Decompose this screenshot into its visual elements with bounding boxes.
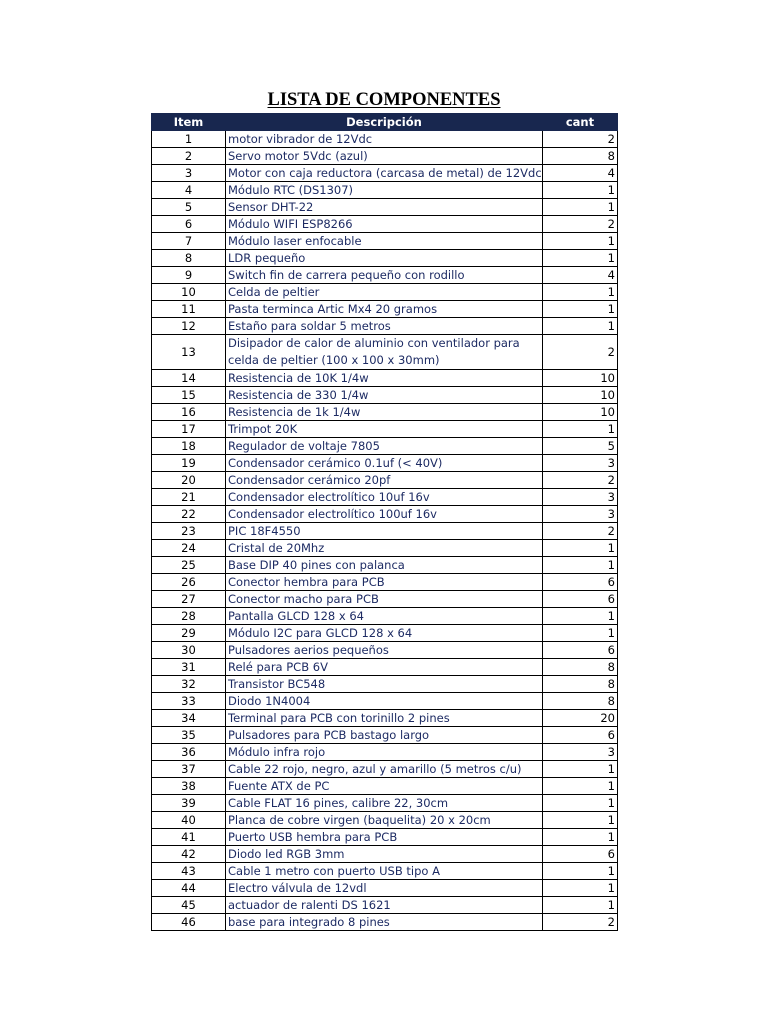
- row-item-number: 23: [152, 523, 226, 540]
- table-row: [152, 880, 618, 897]
- table-row: [152, 659, 618, 676]
- header-row: [152, 114, 618, 131]
- table-row: [152, 267, 618, 284]
- row-quantity: 1: [543, 812, 618, 829]
- row-description: Diodo led RGB 3mm: [226, 846, 543, 863]
- row-quantity: 1: [543, 250, 618, 267]
- row-description: Resistencia de 1k 1/4w: [226, 404, 543, 421]
- row-quantity: 20: [543, 710, 618, 727]
- row-quantity: 1: [543, 829, 618, 846]
- row-item-number: 2: [152, 148, 226, 165]
- row-quantity: 10: [543, 387, 618, 404]
- table-row: [152, 727, 618, 744]
- row-quantity: 1: [543, 880, 618, 897]
- table-row: [152, 761, 618, 778]
- row-item-number: 7: [152, 233, 226, 250]
- row-quantity: 2: [543, 472, 618, 489]
- table-row: [152, 608, 618, 625]
- row-quantity: 4: [543, 267, 618, 284]
- row-quantity: 1: [543, 778, 618, 795]
- row-quantity: 8: [543, 693, 618, 710]
- row-item-number: 37: [152, 761, 226, 778]
- row-item-number: 28: [152, 608, 226, 625]
- row-quantity: 1: [543, 199, 618, 216]
- row-description: Resistencia de 330 1/4w: [226, 387, 543, 404]
- row-quantity: 8: [543, 676, 618, 693]
- row-description: Conector macho para PCB: [226, 591, 543, 608]
- table-row: [152, 744, 618, 761]
- row-item-number: 1: [152, 131, 226, 148]
- row-item-number: 22: [152, 506, 226, 523]
- row-description: actuador de ralenti DS 1621: [226, 897, 543, 914]
- row-description: Cable 22 rojo, negro, azul y amarillo (5 metros c/u): [226, 761, 543, 778]
- row-item-number: 29: [152, 625, 226, 642]
- row-item-number: 45: [152, 897, 226, 914]
- header-description: Descripción: [226, 114, 543, 131]
- row-quantity: 1: [543, 863, 618, 880]
- row-description: Resistencia de 10K 1/4w: [226, 370, 543, 387]
- row-quantity: 1: [543, 284, 618, 301]
- row-item-number: 16: [152, 404, 226, 421]
- row-item-number: 25: [152, 557, 226, 574]
- table-row: [152, 846, 618, 863]
- row-quantity: 2: [543, 216, 618, 233]
- table-row: [152, 370, 618, 387]
- row-description: Electro válvula de 12vdl: [226, 880, 543, 897]
- row-description: Cable FLAT 16 pines, calibre 22, 30cm: [226, 795, 543, 812]
- row-item-number: 31: [152, 659, 226, 676]
- row-quantity: 3: [543, 506, 618, 523]
- table-row: [152, 284, 618, 301]
- table-row: [152, 438, 618, 455]
- row-description: Relé para PCB 6V: [226, 659, 543, 676]
- row-item-number: 26: [152, 574, 226, 591]
- row-item-number: 21: [152, 489, 226, 506]
- row-item-number: 3: [152, 165, 226, 182]
- row-quantity: 8: [543, 148, 618, 165]
- row-quantity: 4: [543, 165, 618, 182]
- table-row: [152, 540, 618, 557]
- header-item: Item: [152, 114, 226, 131]
- row-description: Celda de peltier: [226, 284, 543, 301]
- row-description: LDR pequeño: [226, 250, 543, 267]
- row-description: Sensor DHT-22: [226, 199, 543, 216]
- table-row: [152, 148, 618, 165]
- table-row: [152, 574, 618, 591]
- table-row: [152, 216, 618, 233]
- row-quantity: 1: [543, 608, 618, 625]
- row-item-number: 5: [152, 199, 226, 216]
- row-quantity: 6: [543, 591, 618, 608]
- row-quantity: 1: [543, 795, 618, 812]
- row-description: Pulsadores aerios pequeños: [226, 642, 543, 659]
- row-quantity: 6: [543, 727, 618, 744]
- row-item-number: 8: [152, 250, 226, 267]
- row-description: Terminal para PCB con torinillo 2 pines: [226, 710, 543, 727]
- row-quantity: 2: [543, 131, 618, 148]
- row-description: Motor con caja reductora (carcasa de metal) de 12Vdc: [226, 165, 543, 182]
- row-description: Base DIP 40 pines con palanca: [226, 557, 543, 574]
- table-row: [152, 404, 618, 421]
- components-table-body: [152, 131, 618, 931]
- row-description: Condensador cerámico 0.1uf (< 40V): [226, 455, 543, 472]
- row-quantity: 1: [543, 897, 618, 914]
- row-item-number: 38: [152, 778, 226, 795]
- row-item-number: 30: [152, 642, 226, 659]
- row-quantity: 10: [543, 404, 618, 421]
- row-quantity: 1: [543, 540, 618, 557]
- table-row: [152, 489, 618, 506]
- row-quantity: 3: [543, 489, 618, 506]
- row-item-number: 15: [152, 387, 226, 404]
- row-quantity: 2: [543, 335, 618, 370]
- row-description: Disipador de calor de aluminio con ventilador para celda de peltier (100 x 100 x 30mm): [226, 335, 543, 370]
- row-item-number: 17: [152, 421, 226, 438]
- table-row: [152, 557, 618, 574]
- row-description: motor vibrador de 12Vdc: [226, 131, 543, 148]
- table-row: [152, 455, 618, 472]
- table-row: [152, 335, 618, 370]
- row-item-number: 10: [152, 284, 226, 301]
- row-quantity: 6: [543, 642, 618, 659]
- table-row: [152, 829, 618, 846]
- row-description: Módulo laser enfocable: [226, 233, 543, 250]
- row-item-number: 6: [152, 216, 226, 233]
- row-quantity: 1: [543, 233, 618, 250]
- row-description: Diodo 1N4004: [226, 693, 543, 710]
- row-description: Cable 1 metro con puerto USB tipo A: [226, 863, 543, 880]
- row-description: Estaño para soldar 5 metros: [226, 318, 543, 335]
- row-description: Servo motor 5Vdc (azul): [226, 148, 543, 165]
- table-row: [152, 863, 618, 880]
- table-row: [152, 710, 618, 727]
- row-description: base para integrado 8 pines: [226, 914, 543, 931]
- table-row: [152, 914, 618, 931]
- row-quantity: 2: [543, 523, 618, 540]
- row-item-number: 41: [152, 829, 226, 846]
- table-row: [152, 301, 618, 318]
- table-row: [152, 182, 618, 199]
- table-row: [152, 421, 618, 438]
- table-row: [152, 506, 618, 523]
- document-title: [0, 90, 768, 111]
- row-quantity: 1: [543, 761, 618, 778]
- row-item-number: 44: [152, 880, 226, 897]
- table-row: [152, 472, 618, 489]
- row-item-number: 24: [152, 540, 226, 557]
- table-row: [152, 387, 618, 404]
- row-description: Módulo infra rojo: [226, 744, 543, 761]
- row-item-number: 33: [152, 693, 226, 710]
- row-item-number: 18: [152, 438, 226, 455]
- row-quantity: 1: [543, 318, 618, 335]
- row-description: Módulo RTC (DS1307): [226, 182, 543, 199]
- table-row: [152, 199, 618, 216]
- components-table: [151, 113, 618, 931]
- row-quantity: 10: [543, 370, 618, 387]
- table-row: [152, 693, 618, 710]
- row-description: Puerto USB hembra para PCB: [226, 829, 543, 846]
- row-quantity: 1: [543, 421, 618, 438]
- table-row: [152, 318, 618, 335]
- row-item-number: 40: [152, 812, 226, 829]
- row-item-number: 14: [152, 370, 226, 387]
- table-row: [152, 131, 618, 148]
- row-quantity: 1: [543, 301, 618, 318]
- row-item-number: 32: [152, 676, 226, 693]
- table-row: [152, 676, 618, 693]
- header-quantity: cant: [543, 114, 618, 131]
- table-row: [152, 591, 618, 608]
- table-row: [152, 897, 618, 914]
- row-description: Switch fin de carrera pequeño con rodillo: [226, 267, 543, 284]
- components-table-header: [152, 114, 618, 131]
- row-quantity: 8: [543, 659, 618, 676]
- table-row: [152, 778, 618, 795]
- row-quantity: 1: [543, 182, 618, 199]
- row-item-number: 4: [152, 182, 226, 199]
- row-item-number: 12: [152, 318, 226, 335]
- row-item-number: 35: [152, 727, 226, 744]
- row-quantity: 5: [543, 438, 618, 455]
- table-row: [152, 233, 618, 250]
- row-description: Condensador cerámico 20pf: [226, 472, 543, 489]
- row-description: Módulo WIFI ESP8266: [226, 216, 543, 233]
- row-item-number: 13: [152, 335, 226, 370]
- row-description: Pulsadores para PCB bastago largo: [226, 727, 543, 744]
- row-item-number: 36: [152, 744, 226, 761]
- table-row: [152, 250, 618, 267]
- row-description: Trimpot 20K: [226, 421, 543, 438]
- row-quantity: 6: [543, 846, 618, 863]
- row-description: Fuente ATX de PC: [226, 778, 543, 795]
- row-description: Planca de cobre virgen (baquelita) 20 x 20cm: [226, 812, 543, 829]
- row-quantity: 6: [543, 574, 618, 591]
- row-description: Pantalla GLCD 128 x 64: [226, 608, 543, 625]
- row-quantity: 1: [543, 557, 618, 574]
- table-row: [152, 523, 618, 540]
- row-item-number: 39: [152, 795, 226, 812]
- row-item-number: 46: [152, 914, 226, 931]
- row-description: PIC 18F4550: [226, 523, 543, 540]
- table-row: [152, 795, 618, 812]
- table-row: [152, 812, 618, 829]
- row-description: Transistor BC548: [226, 676, 543, 693]
- row-quantity: 3: [543, 455, 618, 472]
- row-description: Cristal de 20Mhz: [226, 540, 543, 557]
- row-item-number: 11: [152, 301, 226, 318]
- row-item-number: 20: [152, 472, 226, 489]
- row-quantity: 1: [543, 625, 618, 642]
- row-description: Regulador de voltaje 7805: [226, 438, 543, 455]
- row-item-number: 43: [152, 863, 226, 880]
- row-quantity: 3: [543, 744, 618, 761]
- table-row: [152, 165, 618, 182]
- row-item-number: 19: [152, 455, 226, 472]
- row-item-number: 27: [152, 591, 226, 608]
- row-item-number: 9: [152, 267, 226, 284]
- row-item-number: 42: [152, 846, 226, 863]
- row-item-number: 34: [152, 710, 226, 727]
- row-description: Pasta terminca Artic Mx4 20 gramos: [226, 301, 543, 318]
- row-description: Módulo I2C para GLCD 128 x 64: [226, 625, 543, 642]
- row-description: Condensador electrolítico 100uf 16v: [226, 506, 543, 523]
- document-title-text: LISTA DE COMPONENTES: [267, 90, 501, 110]
- row-description: Condensador electrolítico 10uf 16v: [226, 489, 543, 506]
- table-row: [152, 625, 618, 642]
- table-row: [152, 642, 618, 659]
- row-quantity: 2: [543, 914, 618, 931]
- row-description: Conector hembra para PCB: [226, 574, 543, 591]
